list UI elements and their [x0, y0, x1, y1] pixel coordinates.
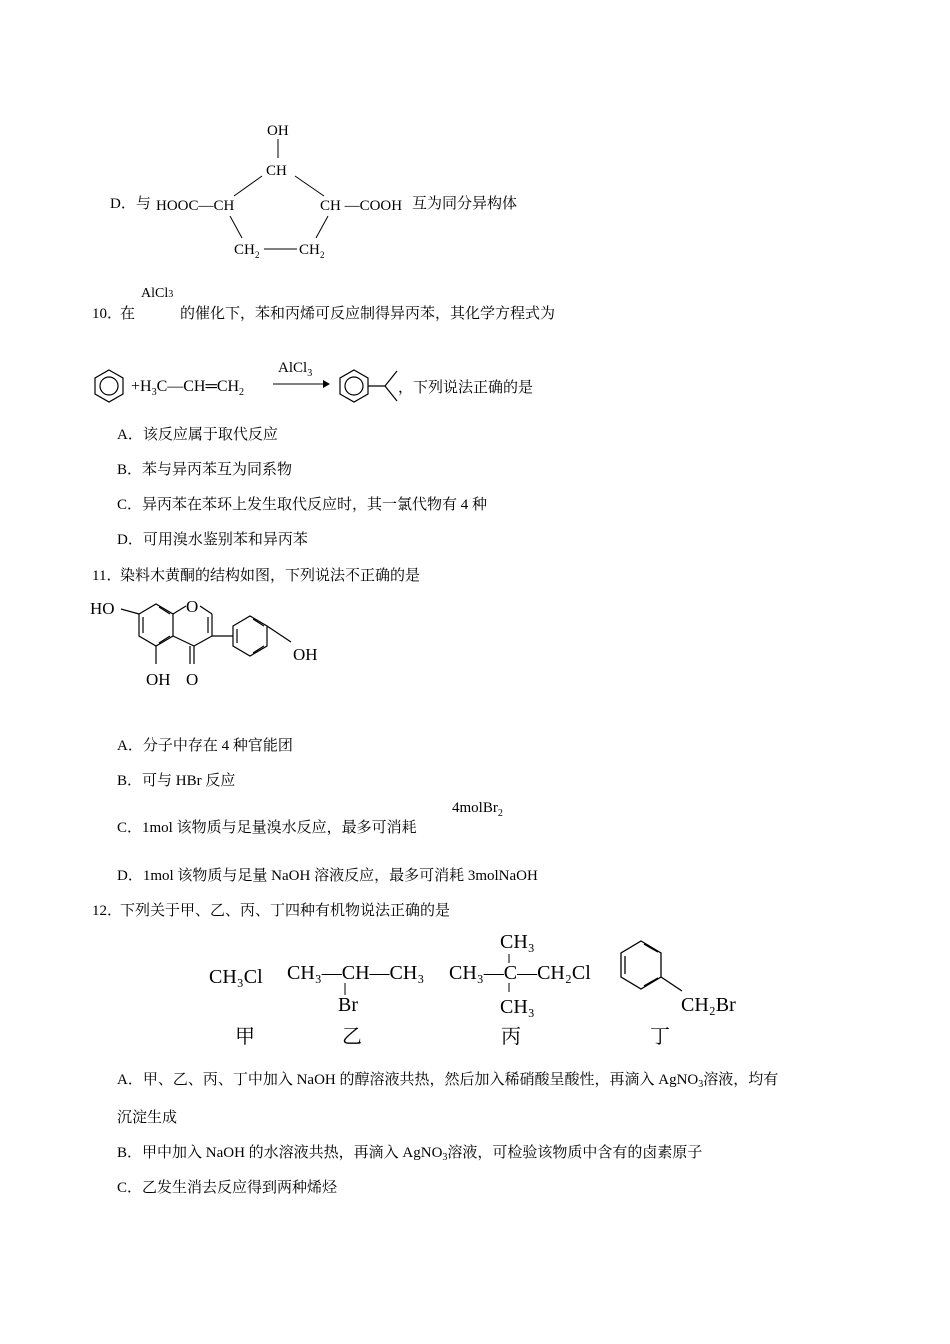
- o-carbonyl-label: O: [186, 670, 199, 689]
- q11-option-b: B．可与 HBr 反应: [117, 773, 236, 789]
- propene-formula: $+H_3C—CH═CH_2$: [131, 378, 245, 398]
- compound-ding: CH₂Br: [681, 994, 736, 1016]
- benzene-reactant: [95, 370, 123, 402]
- q10-option-b: B．苯与异丙苯互为同系物: [117, 462, 293, 478]
- q10-option-c: C．异丙苯在苯环上发生取代反应时，其一氯代物有 4 种: [117, 497, 488, 513]
- compound-jia: CH₃Cl: [209, 966, 263, 988]
- compound-bing-bottom: CH₃: [500, 996, 535, 1018]
- q9-option-d-suffix: 互为同分异构体: [412, 196, 518, 212]
- compound-bing: CH₃—C—CH₂Cl: [449, 962, 591, 984]
- svg-text:2: 2: [255, 250, 260, 260]
- q10-option-d: D．可用溴水鉴别苯和异丙苯: [117, 532, 308, 548]
- oh-right-label: OH: [293, 645, 318, 664]
- q10-catalyst: AlCl3: [141, 286, 174, 301]
- q12-text: 下列关于甲、乙、丙、丁四种有机物说法正确的是: [120, 903, 451, 919]
- q11-number: 11．: [92, 568, 122, 584]
- svg-text:2: 2: [320, 250, 325, 260]
- q10-trailing: ，下列说法正确的是: [398, 380, 534, 396]
- q11-option-d: D．1mol 该物质与足量 NaOH 溶液反应，最多可消耗 3molNaOH: [117, 868, 538, 884]
- q10-number: 10．: [92, 306, 123, 322]
- q12-option-a-line1: A．甲、乙、丙、丁中加入 NaOH 的醇溶液共热，然后加入稀硝酸呈酸性，再滴入 AgNO$_3$溶液，均有: [117, 1072, 779, 1090]
- arrow-catalyst-label: AlCl$_3$: [278, 360, 313, 379]
- label-bing: 丙: [501, 1026, 521, 1048]
- q12-option-a-line2: 沉淀生成: [117, 1110, 178, 1126]
- q12-option-b: B．甲中加入 NaOH 的水溶液共热，再滴入 AgNO$_3$溶液，可检验该物质中含有的卤素原子: [117, 1145, 703, 1163]
- q11-option-c: C．1mol 该物质与足量溴水反应，最多可消耗: [117, 820, 417, 836]
- oh-bottom-label: OH: [146, 670, 171, 689]
- q9-option-d-prefix: D．与: [110, 196, 151, 212]
- compound-yi: CH₃—CH—CH₃: [287, 962, 425, 984]
- q12-compounds-figure: [200, 925, 760, 1055]
- q12-option-c: C．乙发生消去反应得到两种烯烃: [117, 1180, 338, 1196]
- q9-ch2-left: CH: [234, 242, 255, 258]
- label-yi: 乙: [342, 1026, 362, 1048]
- q10-text-pre: 在: [120, 306, 136, 322]
- ho-label: HO: [90, 599, 115, 618]
- q9-left-group: HOOC—CH: [156, 198, 235, 214]
- q11-text: 染料木黄酮的结构如图，下列说法不正确的是: [120, 568, 421, 584]
- compound-bing-top: CH₃: [500, 931, 535, 953]
- isopropylbenzene-product: [340, 370, 397, 402]
- q9-oh-label: OH: [267, 123, 289, 139]
- q10-equation: [85, 355, 415, 410]
- q11-option-c-formula: 4molBr$_2$: [452, 800, 503, 819]
- q11-genistein-structure: [88, 592, 338, 692]
- q12-number: 12．: [92, 903, 123, 919]
- o-ring-label: O: [186, 597, 199, 616]
- q9-ch2-right: CH: [299, 242, 320, 258]
- q11-option-a: A．分子中存在 4 种官能团: [117, 738, 293, 754]
- q10-option-a: A．该反应属于取代反应: [117, 427, 278, 443]
- q9-right-group: CH —COOH: [320, 198, 403, 214]
- compound-ding-benzene: [621, 941, 682, 991]
- compound-yi-br: Br: [338, 994, 358, 1016]
- label-jia: 甲: [235, 1026, 255, 1048]
- q9-structure-ring: [150, 118, 420, 268]
- q10-text-post: 的催化下，苯和丙烯可反应制得异丙苯，其化学方程式为: [180, 306, 556, 322]
- label-ding: 丁: [650, 1026, 670, 1048]
- q9-ch-top-label: CH: [266, 163, 287, 179]
